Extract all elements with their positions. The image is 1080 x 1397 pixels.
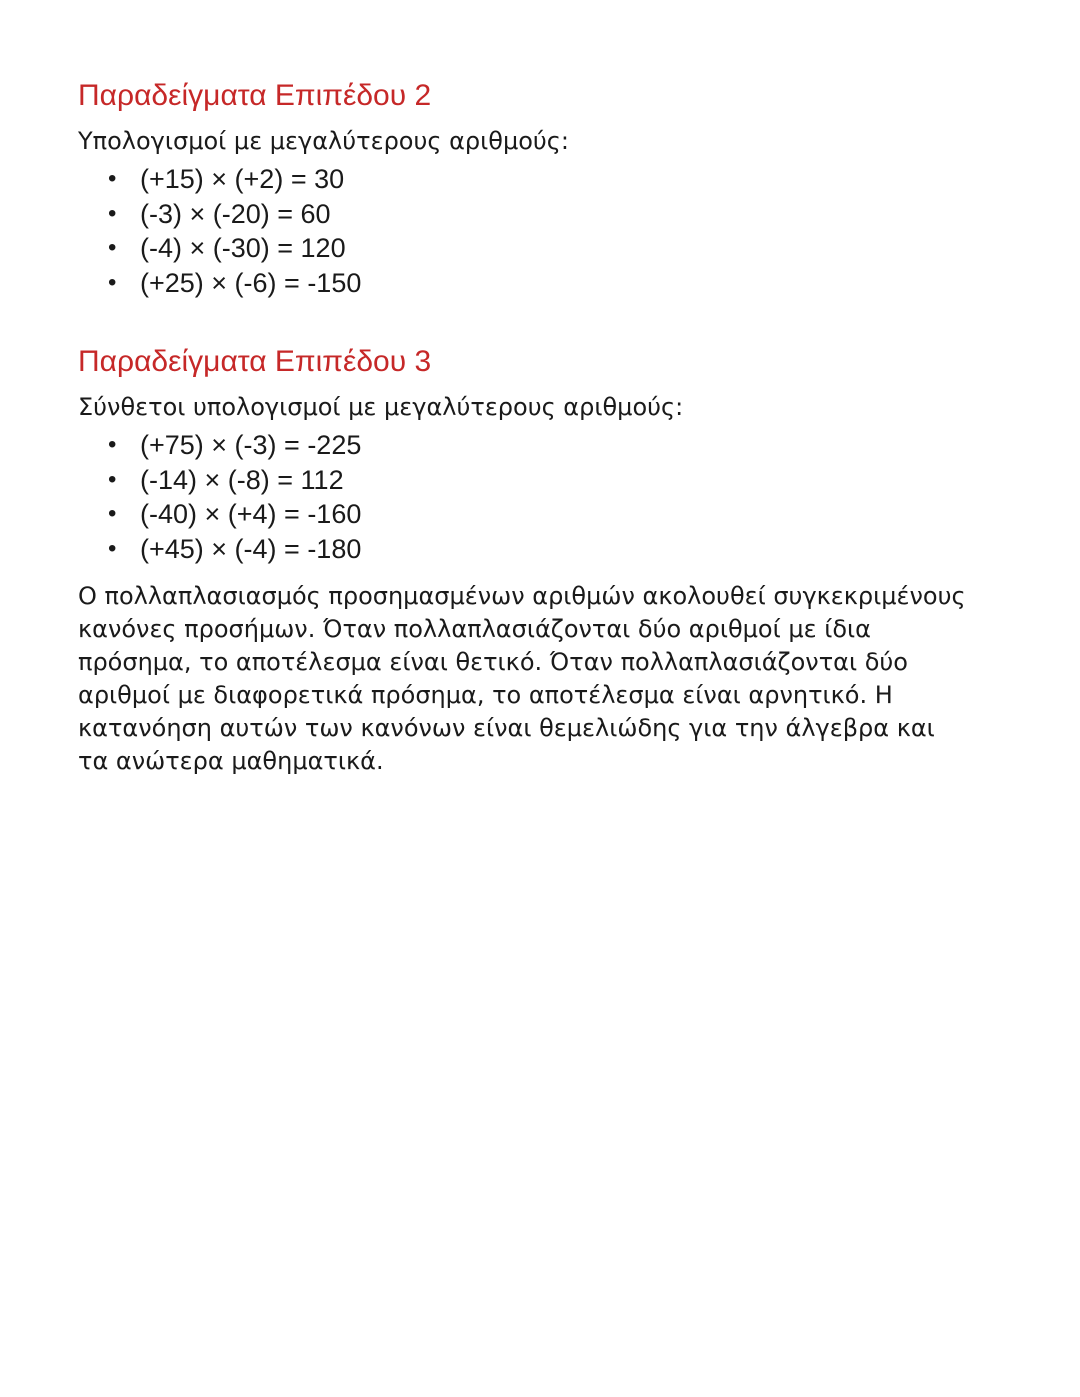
level-3-section <box>78 342 978 566</box>
level-2-section <box>78 76 978 300</box>
list-item <box>108 231 978 266</box>
level-2-intro: Υπολογισμοί με μεγαλύτερους αριθμούς: <box>78 127 569 155</box>
summary-paragraph: Ο πολλαπλασιασμός προσημασμένων αριθμών ακολουθεί συγκεκριμένους κανόνες προσήμων. Όταν πολλαπλασιάζονται δύο αριθμοί με ίδια πρόσημα, το αποτέλεσμα είναι θετικό. Όταν πολλαπλασιάζονται δύο αριθμοί με διαφορετικά πρόσημα, το αποτέλεσμα είναι αρνητικό. Η κατανόηση αυτών των κανόνων είναι θεμελιώδης για την άλγεβρα και τα ανώτερα μαθηματικά. <box>78 582 966 775</box>
example-text: (-4) × (-30) = 120 <box>140 233 346 263</box>
list-item <box>108 463 978 498</box>
level-2-examples-list <box>78 162 978 300</box>
level-3-examples-list <box>78 428 978 566</box>
list-item <box>108 162 978 197</box>
bullet-icon: • <box>108 165 117 192</box>
document-page <box>78 76 978 778</box>
list-item <box>108 197 978 232</box>
example-text: (-14) × (-8) = 112 <box>140 464 344 495</box>
bullet-icon: • <box>108 465 117 493</box>
list-item <box>108 497 978 532</box>
example-text: (+15) × (+2) = 30 <box>140 164 345 194</box>
bullet-icon: • <box>108 234 117 261</box>
level-2-heading: Παραδείγματα Επιπέδου 2 <box>78 79 432 112</box>
bullet-icon: • <box>108 500 117 527</box>
example-text: (-40) × (+4) = -160 <box>140 499 362 529</box>
example-text: (-3) × (-20) = 60 <box>140 198 331 229</box>
bullet-icon: • <box>108 199 117 227</box>
bullet-icon: • <box>108 431 117 458</box>
example-text: (+75) × (-3) = -225 <box>140 430 362 460</box>
example-text: (+25) × (-6) = -150 <box>140 267 362 298</box>
list-item <box>108 532 978 567</box>
example-text: (+45) × (-4) = -180 <box>140 533 362 564</box>
level-3-intro: Σύνθετοι υπολογισμοί με μεγαλύτερους αριθμούς: <box>78 393 684 421</box>
bullet-icon: • <box>108 534 117 562</box>
bullet-icon: • <box>108 268 117 296</box>
list-item <box>108 428 978 463</box>
level-3-heading: Παραδείγματα Επιπέδου 3 <box>78 345 432 378</box>
list-item <box>108 266 978 301</box>
